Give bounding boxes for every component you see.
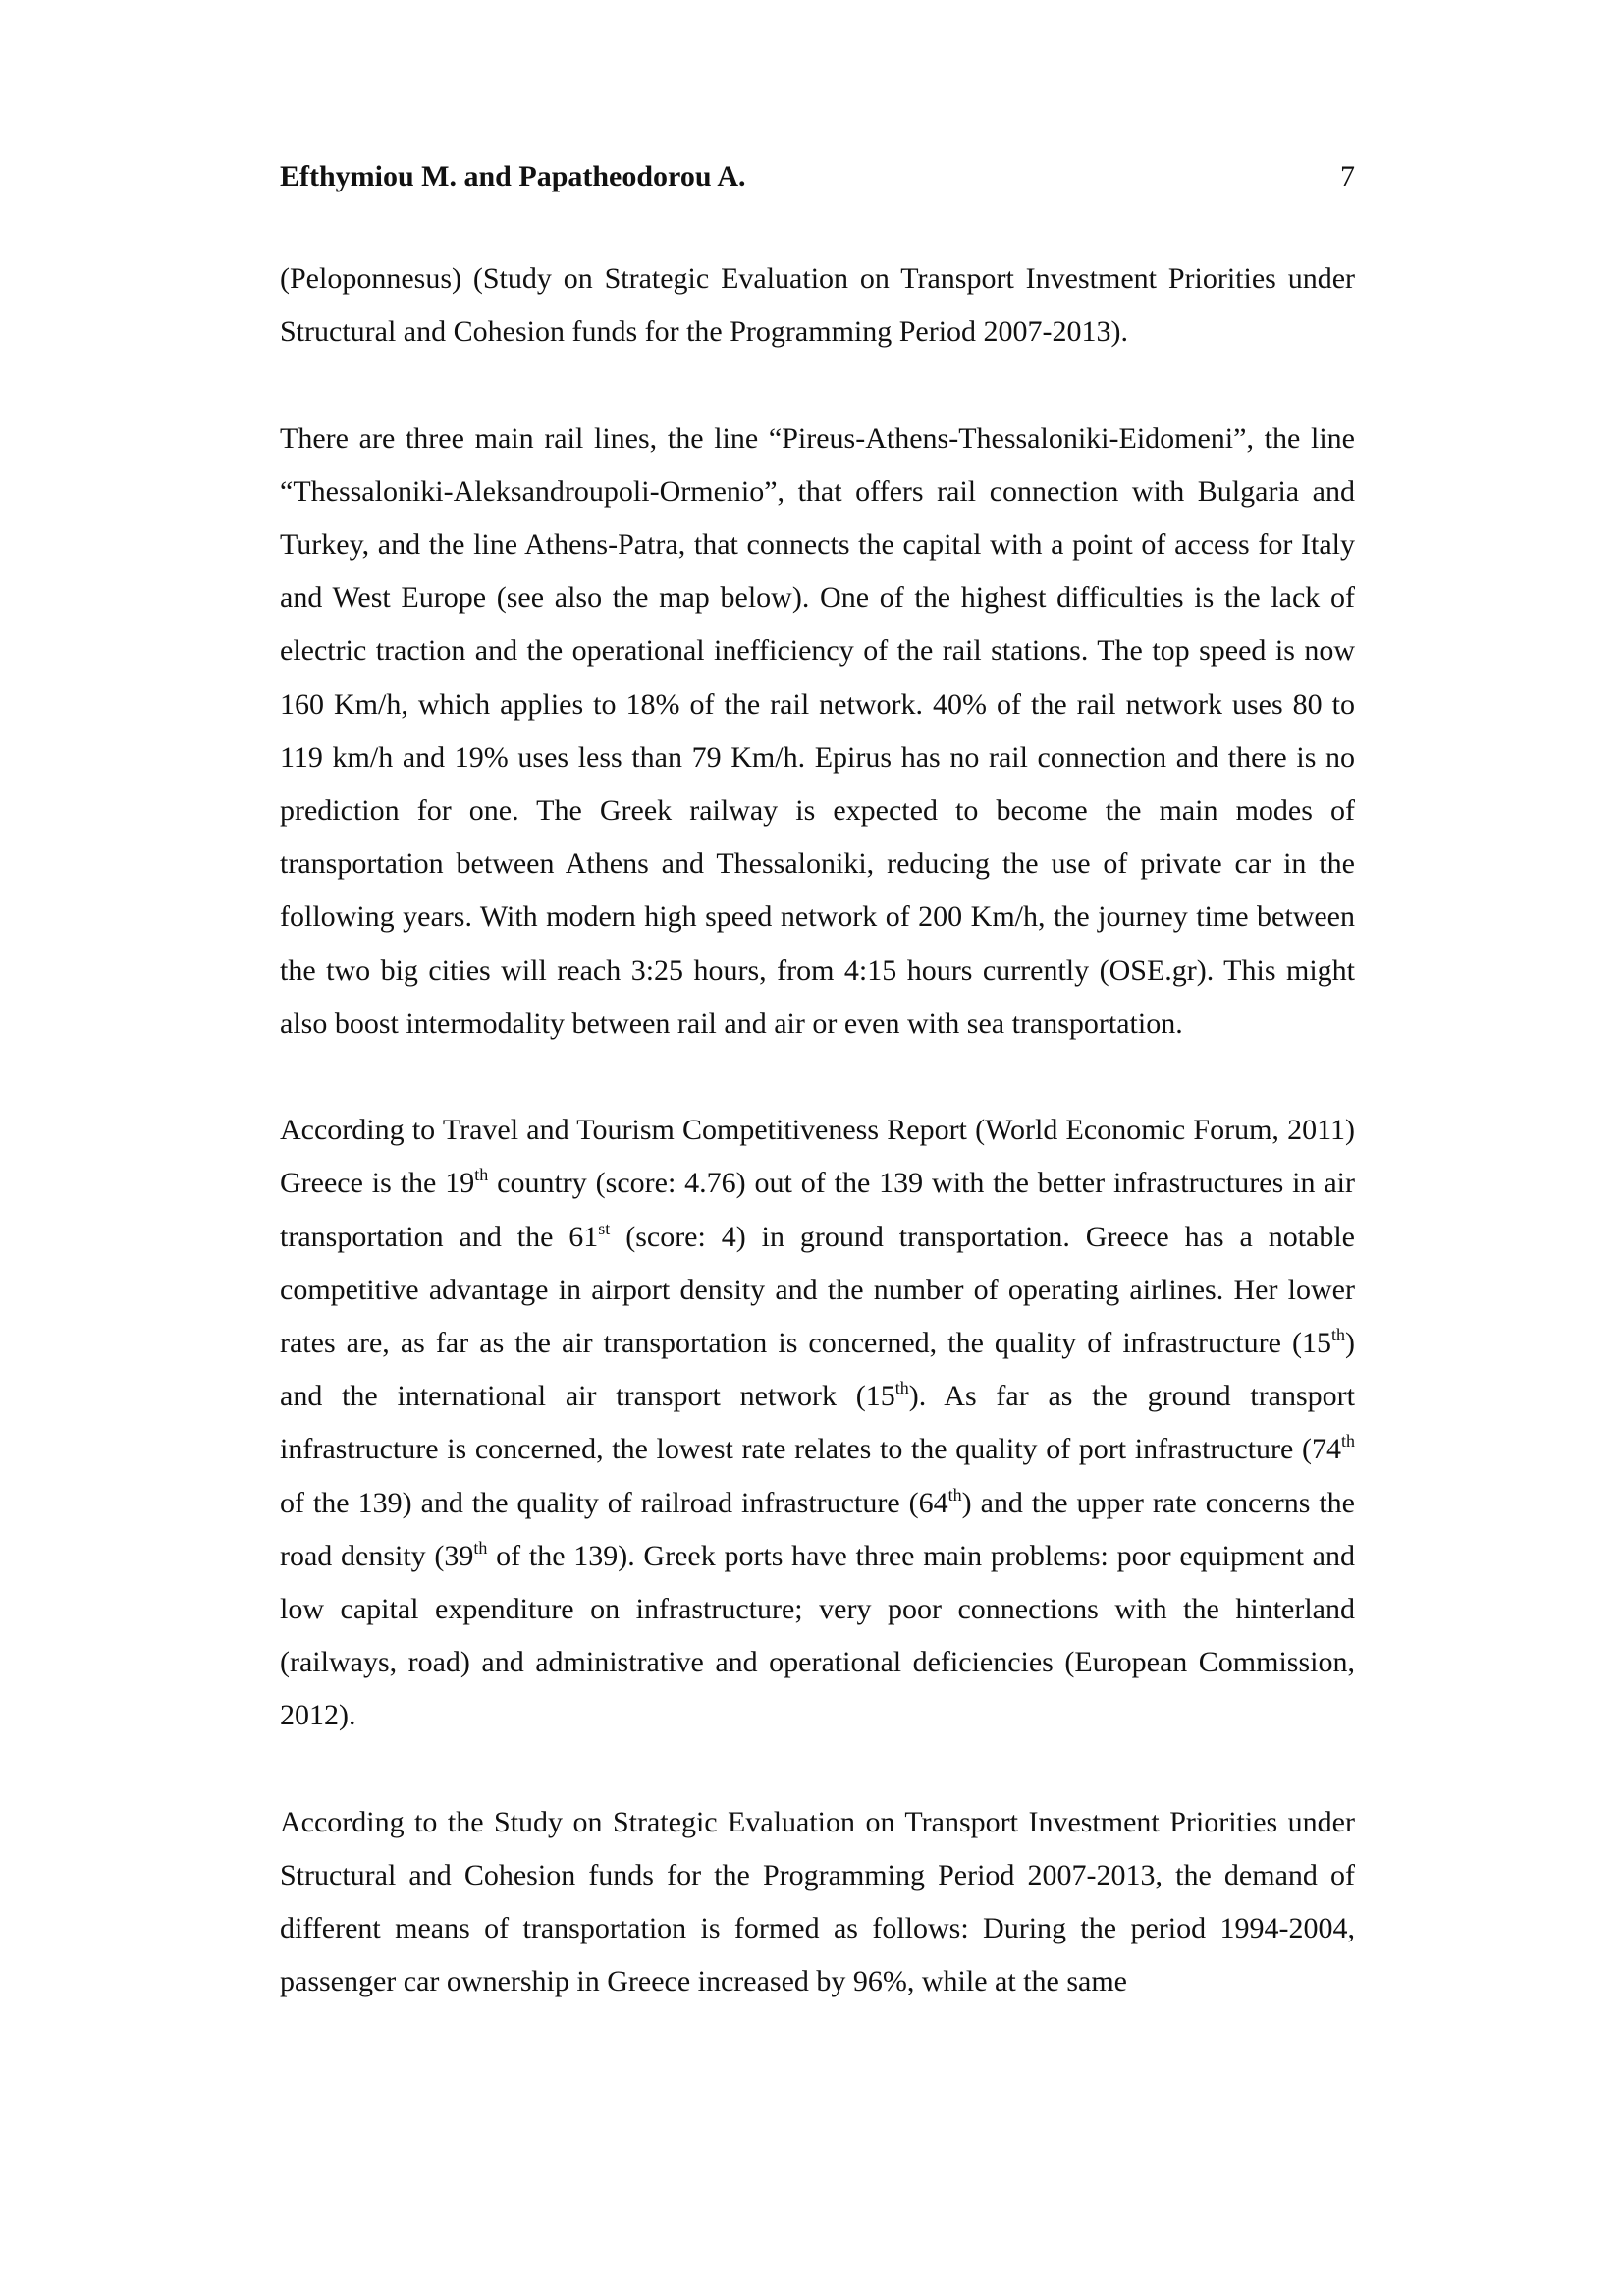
- paragraph-2: There are three main rail lines, the line “Pireus-Athens-Thessaloniki-Eidomeni”, the line “Thessaloniki-Aleksandroupoli-Ormenio”, that offers rail connection with Bulgaria and Turkey, and the line Athens-Patra, that connects the capital with a point of access for Italy and West Europe (see also the map below). One of the highest difficulties is the lack of electric traction and the operational inefficiency of the rail stations. The top speed is now 160 Km/h, which applies to 18% of the rail network. 40% of the rail network uses 80 to 119 km/h and 19% uses less than 79 Km/h. Epirus has no rail connection and there is no prediction for one. The Greek railway is expected to become the main modes of transportation between Athens and Thessaloniki, reducing the use of private car in the following years. With modern high speed network of 200 Km/h, the journey time between the two big cities will reach 3:25 hours, from 4:15 hours currently (OSE.gr). This might also boost intermodality between rail and air or even with sea transportation.: [280, 421, 1355, 1040]
- ordinal-suffix: th: [1340, 1431, 1355, 1451]
- paragraph-3-text: country (score: 4.76) out of the 139 with the better infrastructures in air transportation and the 61: [280, 1167, 1355, 1253]
- paragraph-3-text: According to Travel and Tourism Competitiveness Report (World Economic Forum, 2011) Greece is the 19: [280, 1114, 1355, 1200]
- header-authors: Efthymiou M. and Papatheodorou A.: [280, 160, 746, 192]
- page-number: 7: [1340, 160, 1355, 192]
- ordinal-suffix: st: [598, 1218, 611, 1238]
- paragraph-3-text: of the 139). Greek ports have three main problems: poor equipment and low capital expenditure on infrastructure; very poor connections with the hinterland (railways, road) and administrative and operational deficiencies (European Commission, 2012).: [280, 1539, 1355, 1732]
- ordinal-suffix: th: [474, 1165, 489, 1185]
- paragraph-3-text: ) and the upper rate concerns the road density (39: [280, 1486, 1355, 1572]
- paragraph-1: (Peloponnesus) (Study on Strategic Evaluation on Transport Investment Priorities under Structural and Cohesion funds for the Programming Period 2007-2013).: [280, 262, 1355, 349]
- ordinal-suffix: th: [473, 1537, 488, 1558]
- ordinal-suffix: th: [1330, 1325, 1345, 1345]
- paragraph-3-text: of the 139) and the quality of railroad infrastructure (64: [280, 1486, 948, 1519]
- paragraph-3-text: (score: 4) in ground transportation. Greece has a notable competitive advantage in airport density and the number of operating airlines. Her lower rates are, as far as the air transportation is concerned, the quality of infrastructure (15: [280, 1220, 1355, 1360]
- running-header: [280, 157, 1355, 196]
- paragraph-3-text: ). As far as the ground transport infrastructure is concerned, the lowest rate relates to the quality of port infrastructure (74: [280, 1380, 1356, 1466]
- paragraph-4: According to the Study on Strategic Evaluation on Transport Investment Priorities under Structural and Cohesion funds for the Programming Period 2007-2013, the demand of different means of transportation is formed as follows: During the period 1994-2004, passenger car ownership in Greece increased by 96%, while at the same: [280, 1805, 1355, 1998]
- body-text: [280, 252, 1355, 2009]
- ordinal-suffix: th: [894, 1378, 909, 1398]
- paragraph-3: [280, 1104, 1355, 1742]
- ordinal-suffix: th: [947, 1484, 962, 1504]
- paragraph-3-text: ) and the international air transport network (15: [280, 1327, 1355, 1413]
